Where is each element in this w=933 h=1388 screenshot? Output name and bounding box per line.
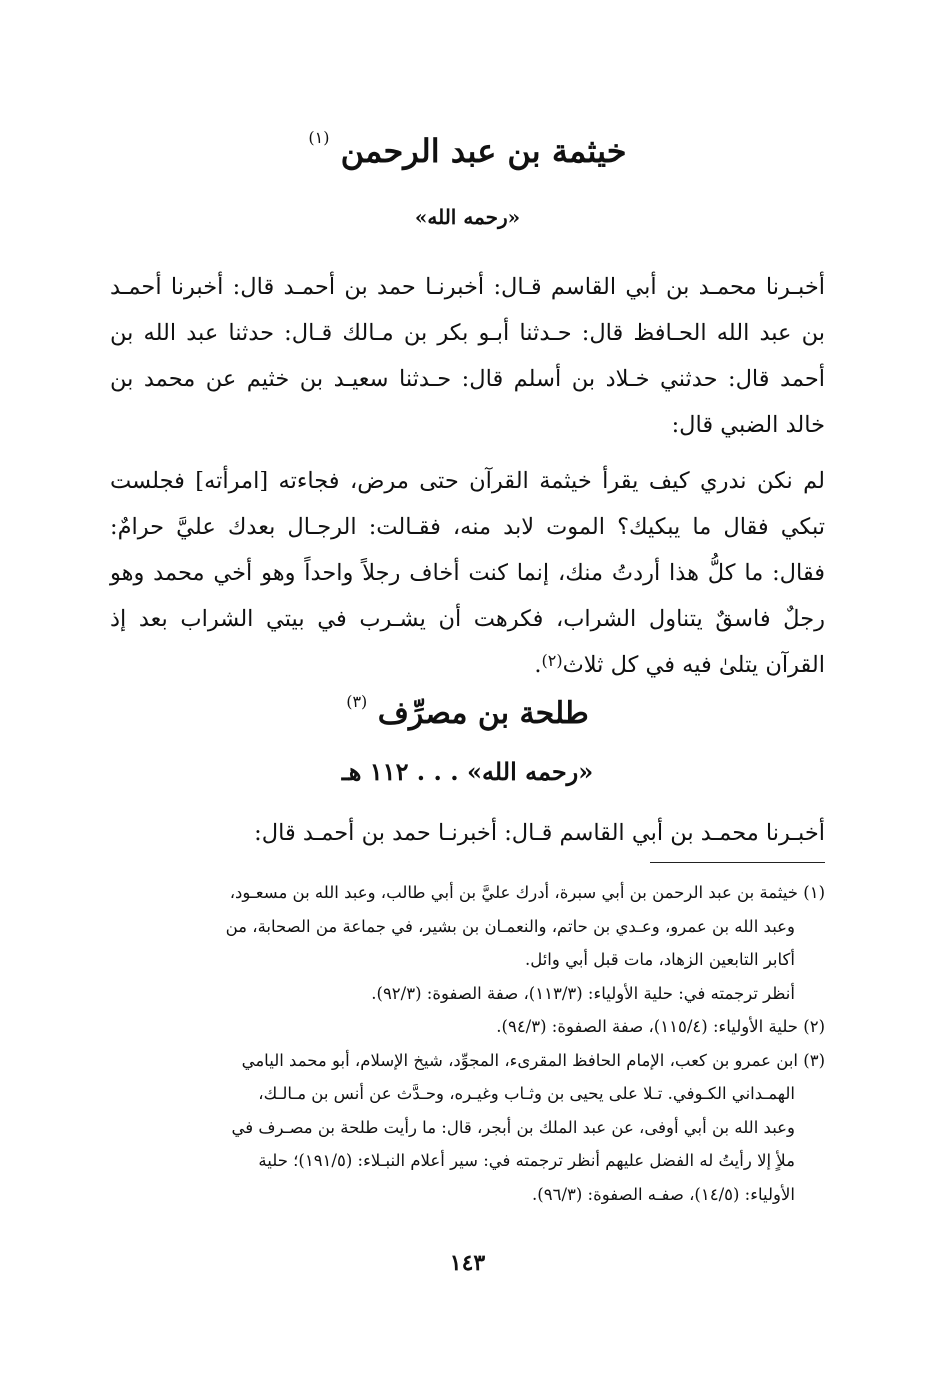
book-page (110, 0, 825, 1388)
footnote-line: (١) خيثمة بن عبد الرحمن بن أبي سبرة، أدرك عليَّ بن أبي طالب، وعبد الله بن مسعـود، (229, 883, 825, 902)
footnote-divider (650, 862, 825, 863)
footnote-line: (٢) حلية الأولياء: (١١٥/٤)، صفة الصفوة: (٩٤/٣). (496, 1017, 825, 1036)
section-subtitle-khaythama: «رحمه الله» (414, 205, 521, 229)
footnote-line: الهمـداني الكـوفي. تـلا على يحيى بن وثـاب وغيـره، وحـدَّث عن أنس بن مـالـك، (258, 1084, 795, 1103)
footnote-line: ملأٍ إلا رأيتُ له الفضل عليهم أنظر ترجمته في: سير أعلام النبـلاء: (١٩١/٥)؛ حلية (258, 1151, 795, 1170)
section-subtitle-talha: «رحمه الله» . . . ١١٢ هـ (341, 757, 594, 786)
footnote-line: وعبد الله بن عمرو، وعـدي بن حاتم، والنعمـان بن بشير، في جماعة من الصحابة، من (225, 916, 795, 936)
footnote-ref-1: (١) (308, 128, 330, 147)
narration-text: لم نكن ندري كيف يقرأ خيثمة القرآن حتى مرض، فجاءته [امرأته] فجلست تبكي فقال ما يبكيك؟ الموت لابد منه، فقـالت: الرجـال بعدك عليَّ حرامٌ: فقال: ما كلُّ هذا أردتُ منك، إنما كنت أخاف رجلاً واحداً وهو أخي محمد وهو رجلٌ فاسقٌ يتناول الشراب، فكرهت أن يشـرب في بيتي الشراب بعد إذ القرآن يتلىٰ فيه في كل ثلاث (110, 468, 825, 678)
narration-body (110, 458, 825, 688)
narration-end: . (534, 652, 542, 678)
section-title-talha (110, 692, 825, 731)
title-text: طلحة بن مصرِّف (377, 696, 589, 731)
footnote-line: أنظر ترجمته في: حلية الأولياء: (١١٣/٣)، صفة الصفوة: (٩٢/٣). (371, 983, 795, 1003)
footnote-ref-2: (٢) (541, 651, 563, 670)
isnad-chain-1: أخبـرنا محمـد بن أبي القاسم قـال: أخبرنـا حمد بن أحمـد قال: أخبرنا أحمـد بن عبد الله الحـافظ قال: حـدثنا أبـو بكر بن مـالك قـال: حدثنا عبد الله بن أحمد قال: حدثني خـلاد بن أسلم قال: حـدثنا سعيـد بن خثيم عن محمد بن خالد الضبي قال: (110, 274, 825, 438)
footnote-line: الأولياء: (١٤/٥)، صفـه الصفوة: (٩٦/٣). (532, 1184, 795, 1204)
footnote-line: وعبد الله بن أبي أوفى، عن عبد الملك بن أبجر، قال: ما رأيت طلحة بن مصـرف في (231, 1117, 795, 1137)
footnote-line: أكابر التابعين الزهاد، مات قبل أبي وائل. (524, 950, 795, 969)
footnote-ref-3: (٣) (346, 692, 368, 711)
page-number: ١٤٣ (449, 1250, 486, 1276)
isnad-chain-2: أخبـرنا محمـد بن أبي القاسم قـال: أخبرنـا حمد بن أحمـد قال: (254, 820, 825, 846)
footnotes (110, 876, 825, 1211)
title-text: خيثمة بن عبد الرحمن (340, 132, 627, 170)
section-title-khaythama (110, 128, 825, 170)
footnote-line: (٣) ابن عمرو بن كعب، الإمام الحافظ المقرىء، المجوِّد، شيخ الإسلام، أبو محمد اليامي (241, 1050, 825, 1070)
